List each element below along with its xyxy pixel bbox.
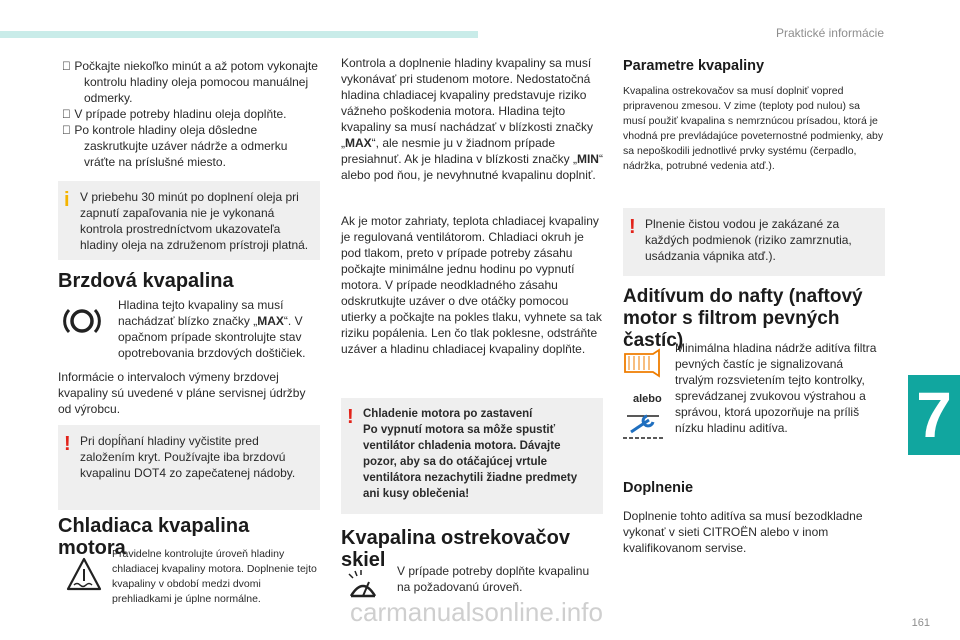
brake-text: Hladina tejto kvapaliny sa musí nachádzať blízko značky „MAX“. V opačnom prípade skontrolujte stav opotrebovania brzdových doštičiek.	[118, 298, 306, 360]
wrench-icon	[623, 410, 665, 442]
additive-text: Minimálna hladina nádrže aditíva filtra pevných častíc je signalizovaná trvalým rozsvietením tejto kontrolky, sprevádzanej zvukovou výstrahou a správou, ktorá upozorňuje na príliš nízku hladinu aditíva.	[675, 341, 877, 435]
chapter-tab: 7	[908, 375, 960, 455]
coolant-warning-text: Po vypnutí motora sa môže spustiť ventilátor chladenia motora. Dávajte pozor, aby sa do otáčajúcej vrtule ventilátora nezachytili žiadne predmety ani kusy oblečenia!	[363, 424, 578, 500]
bullet-item: Po kontrole hladiny oleja dôsledne zaskrutkujte uzáver nádrže a odmerku vráťte na príslušné miesto.	[62, 123, 313, 169]
water-warning-box	[623, 208, 885, 276]
brake-warning-text: Pri dopĺňaní hladiny vyčistite pred založením kryt. Používajte iba brzdovú kvapalinu DOT4 zo zapečatenej nádoby.	[80, 434, 296, 480]
params-title: Parametre kvapaliny	[623, 58, 765, 74]
coolant-icon	[64, 555, 104, 595]
washer-text: V prípade potreby doplňte kvapalinu na požadovanú úroveň.	[397, 564, 590, 594]
warning-icon: !	[64, 433, 71, 455]
coolant-title: Chladiaca kvapalina motora	[58, 515, 250, 559]
coolant-text: Pravidelne kontrolujte úroveň hladiny chladiacej kvapaliny motora. Doplnenie tejto kvapaliny v období medzi dvomi prehliadkami je úplne normálne.	[112, 548, 317, 605]
brake-warning-box	[58, 425, 320, 510]
brake-warning-icon	[62, 304, 102, 338]
info-icon: i	[64, 189, 70, 211]
additive-title: Aditívum do nafty (naftový motor s filtrom pevných častíc)	[623, 286, 863, 351]
info-box	[58, 181, 320, 260]
params-text: Kvapalina ostrekovačov sa musí doplniť vopred pripravenou zmesou. V zime (teploty pod nulou) sa musí použiť kvapalina s nemrznúcou prísadou, ktorá je vhodná pre prevládajúce poveternostné podmienky, aby sa nepoškodili jednotlivé prvky systému (čerpadlo, nádržka, potrubné vedenia atď.).	[623, 85, 884, 172]
watermark: carmanualsonline.info	[350, 597, 603, 627]
info-text: V priebehu 30 minút po doplnení oleja pri zapnutí zapaľovania nie je vykonaná kontrola prostredníctvom ukazovateľa hladiny oleja na združenom prístroji platná.	[80, 190, 309, 252]
page-number: 161	[911, 617, 930, 629]
header-bar	[0, 31, 478, 38]
water-warning-text: Plnenie čistou vodou je zakázané za každých podmienok (riziko zamrznutia, usádzania vápnika atď.).	[645, 217, 852, 263]
warning-icon: !	[347, 406, 354, 428]
brake-paragraph: Informácie o intervaloch výmeny brzdovej kvapaliny sú uvedené v pláne servisnej údržby od výrobcu.	[58, 370, 306, 416]
warning-icon: !	[629, 216, 636, 238]
particle-filter-icon	[623, 346, 665, 380]
alebo-label: alebo	[633, 393, 662, 405]
section-title: Praktické informácie	[775, 26, 884, 40]
washer-title: Kvapalina ostrekovačov skiel	[341, 527, 570, 571]
coolant-paragraph-2: Ak je motor zahriaty, teplota chladiacej kvapaliny je regulovaná ventilátorom. Chladiaci okruh je pod tlakom, preto v prípade potreby zásahu počkajte minimálne jednu hodinu po vypnutí motora. V prípade neodkladného zásahu odskrutkujte uzáver o dve otáčky pomocou utierky a počkajte na pokles tlaku, vyhnete sa tak riziku popálenia. Len čo tlak poklesne, odstráňte uzáver a hladinu chladiacej kvapaliny doplňte.	[341, 214, 602, 356]
coolant-paragraph-1: Kontrola a doplnenie hladiny kvapaliny sa musí vykonávať pri studenom motore. Nedostatočná hladina chladiacej kvapaliny predstavuje riziko vážneho poškodenia motora. Hladina tejto kvapaliny sa musí nachádzať v blízkosti značky „MAX“, ale nesmie ju v žiadnom prípade presiahnuť. Ak je hladina v blízkosti značky „MIN“ alebo pod ňou, je nevyhnutné kvapalinu doplniť.	[341, 56, 603, 182]
coolant-warning-box	[341, 398, 603, 514]
bullet-item: Počkajte niekoľko minút a až potom vykonajte kontrolu hladiny oleja pomocou manuálnej odmerky.	[62, 59, 309, 105]
bullet-item: V prípade potreby hladinu oleja doplňte.	[62, 107, 275, 121]
coolant-warning-title: Chladenie motora po zastavení	[363, 408, 533, 420]
brake-title: Brzdová kvapalina	[58, 270, 234, 292]
refill-title: Doplnenie	[623, 480, 694, 496]
refill-text: Doplnenie tohto aditíva sa musí bezodkladne vykonať v sieti CITROËN alebo v inom kvalifikovanom servise.	[623, 509, 863, 555]
